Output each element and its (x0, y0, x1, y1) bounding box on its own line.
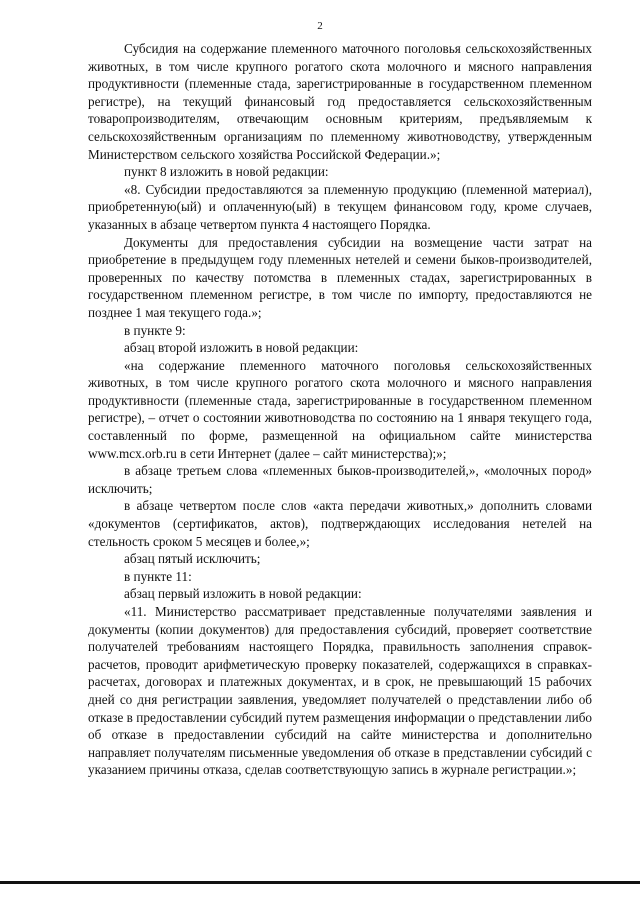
paragraph-subsidy-maintenance: Субсидия на содержание племенного маточного поголовья сельскохозяйственных животных, в том числе крупного рогатого скота молочного и мясного направления продуктивности (племенные стада, зарегистрированные в государственном племенном регистре), на текущий финансовый год предоставляется сельскохозяйственным товаропроизводителям, отвечающим основным критериям, предъявляемым к сельскохозяйственным организациям по племенному животноводству, утвержденным Министерством сельского хозяйства Российской Федерации.»; (88, 41, 592, 162)
paragraph-documents-deadline: Документы для предоставления субсидии на возмещение части затрат на приобретение в предыдущем году племенных нетелей и семени быков-производителей, проверенных по качеству потомства в племенных стадах, зарегистрированных в государственном племенном регистре, в том числе по импорту, предоставляются не позднее 1 мая текущего года.»; (88, 234, 592, 320)
paragraph-second-clause-intro: абзац второй изложить в новой редакции: (124, 340, 359, 356)
paragraph-point-9-intro: в пункте 9: (124, 322, 186, 338)
paragraph-point-8-text: «8. Субсидии предоставляются за племенную продукцию (племенной материал), приобретенную(ый) и оплаченную(ый) в текущем финансовом году, кроме случаев, указанных в абзаце четвертом пункта 4 настоящего Порядка. (88, 181, 592, 232)
page-number: 2 (317, 20, 323, 32)
document-body (88, 40, 592, 779)
paragraph-point-8-intro: пункт 8 изложить в новой редакции: (124, 164, 329, 180)
paragraph-point-11-text: «11. Министерство рассматривает представленные получателями заявления и документы (копии документов) для предоставления субсидий, проверяет соответствие получателей требованиям настоящего Порядка, правильность заполнения справок-расчетов, проводит арифметическую проверку показателей, содержащихся в справках-расчетах, договорах и платежных документах, и в срок, не превышающий 15 рабочих дней со дня регистрации заявления, уведомляет получателей о представлении либо об отказе в предоставлении субсидий путем размещения информации о представлении либо об отказе в предоставлении субсидий на сайте министерства и дополнительно направляет получателям письменные уведомления об отказе в представлении субсидий с указанием причины отказа, сделав соответствующую запись в журнале регистрации.»; (88, 604, 592, 778)
page-bottom-border (0, 881, 640, 884)
paragraph-third-clause: в абзаце третьем слова «племенных быков-производителей,», «молочных пород» исключить; (88, 463, 592, 496)
paragraph-second-clause-text: «на содержание племенного маточного поголовья сельскохозяйственных животных, в том числе крупного рогатого скота молочного и мясного направления продуктивности (племенные стада, зарегистрированные в государственном племенном регистре), – отчет о состоянии животноводства по состоянию на 1 января текущего года, составленный по форме, размещенной на официальном сайте министерства www.mcx.orb.ru в сети Интернет (далее – сайт министерства);»; (88, 357, 592, 461)
paragraph-point-11-intro: в пункте 11: (124, 568, 192, 584)
paragraph-fifth-clause: абзац пятый исключить; (124, 551, 261, 567)
paragraph-first-clause-intro: абзац первый изложить в новой редакции: (124, 586, 362, 602)
paragraph-fourth-clause: в абзаце четвертом после слов «акта передачи животных,» дополнить словами «документов (сертификатов, актов), подтверждающих исследования нетелей на стельность сроком 5 месяцев и более,»; (88, 498, 592, 549)
